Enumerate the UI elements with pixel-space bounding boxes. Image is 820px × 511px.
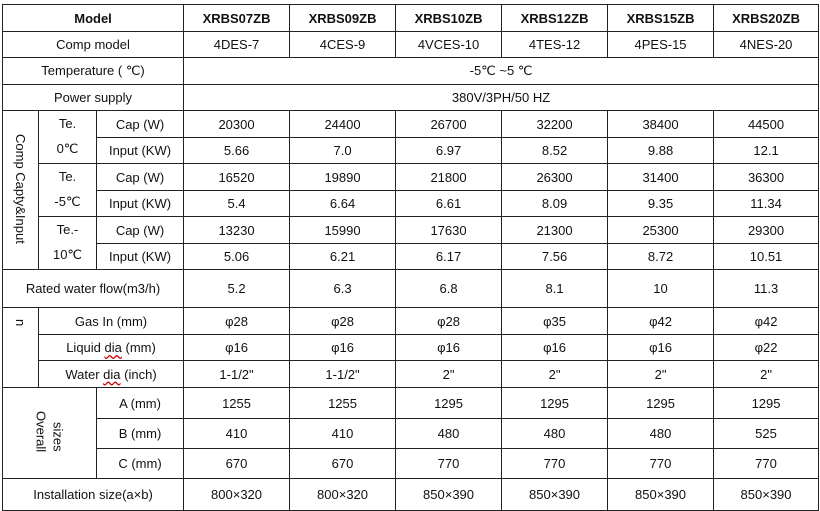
input-value: 8.72 [608,244,714,270]
cap-value: 24400 [290,111,396,138]
input-value: 5.06 [184,244,290,270]
size-a-label: A (mm) [97,388,184,419]
input-row [3,191,819,217]
input-value: 7.56 [502,244,608,270]
cap-value: 17630 [396,217,502,244]
size-b-value: 410 [290,419,396,449]
input-value: 5.4 [184,191,290,217]
model-name: XRBS20ZB [714,5,819,32]
size-a-row [3,388,819,419]
water-dia-row [3,361,819,388]
water-flow-value: 11.3 [714,270,819,308]
gas-value: φ28 [396,308,502,335]
water-dia-value: 1-1/2" [184,361,290,388]
comp-model-value: 4DES-7 [184,32,290,58]
cap-value: 44500 [714,111,819,138]
input-value: 7.0 [290,138,396,164]
liquid-value: φ16 [396,335,502,361]
liquid-value: φ16 [502,335,608,361]
water-flow-value: 10 [608,270,714,308]
installation-value: 850×390 [502,479,608,511]
model-name: XRBS12ZB [502,5,608,32]
water-flow-value: 5.2 [184,270,290,308]
liquid-value: φ16 [290,335,396,361]
gas-value: φ35 [502,308,608,335]
te-condition: Te. 0℃ [39,111,97,164]
cap-label: Cap (W) [97,164,184,191]
pipe-group-label: n [3,308,39,388]
water-flow-value: 8.1 [502,270,608,308]
cap-value: 36300 [714,164,819,191]
size-a-value: 1295 [396,388,502,419]
size-a-value: 1295 [714,388,819,419]
input-row [3,138,819,164]
cap-label: Cap (W) [97,217,184,244]
input-value: 6.97 [396,138,502,164]
cap-value: 32200 [502,111,608,138]
liquid-label: Liquid dia (mm) [39,335,184,361]
water-dia-label: Water dia (inch) [39,361,184,388]
input-value: 6.17 [396,244,502,270]
overall-sizes-label: Overall sizes [3,388,97,479]
comp-model-value: 4TES-12 [502,32,608,58]
cap-value: 15990 [290,217,396,244]
input-value: 12.1 [714,138,819,164]
size-c-row [3,449,819,479]
size-c-value: 670 [184,449,290,479]
te-condition: Te. -5℃ [39,164,97,217]
size-a-value: 1295 [608,388,714,419]
input-value: 11.34 [714,191,819,217]
comp-model-value: 4CES-9 [290,32,396,58]
water-dia-value: 2" [714,361,819,388]
power-supply-label: Power supply [3,85,184,111]
water-dia-value: 2" [396,361,502,388]
size-a-value: 1255 [184,388,290,419]
input-label: Input (KW) [97,244,184,270]
size-b-value: 410 [184,419,290,449]
installation-value: 800×320 [290,479,396,511]
size-c-value: 770 [714,449,819,479]
size-b-row [3,419,819,449]
water-flow-label: Rated water flow(m3/h) [3,270,184,308]
size-c-value: 670 [290,449,396,479]
power-supply-value: 380V/3PH/50 HZ [184,85,819,111]
cap-value: 21300 [502,217,608,244]
cap-value: 19890 [290,164,396,191]
installation-value: 800×320 [184,479,290,511]
water-dia-value: 2" [502,361,608,388]
gas-row [3,308,819,335]
input-label: Input (KW) [97,138,184,164]
model-name: XRBS07ZB [184,5,290,32]
liquid-value: φ16 [184,335,290,361]
size-c-value: 770 [608,449,714,479]
water-flow-row [3,270,819,308]
cap-value: 31400 [608,164,714,191]
size-b-value: 480 [502,419,608,449]
installation-label: Installation size(a×b) [3,479,184,511]
gas-value: φ42 [714,308,819,335]
cap-value: 26300 [502,164,608,191]
cap-row [3,111,819,138]
input-value: 9.35 [608,191,714,217]
input-value: 6.21 [290,244,396,270]
comp-model-value: 4VCES-10 [396,32,502,58]
water-dia-value: 1-1/2" [290,361,396,388]
gas-value: φ28 [290,308,396,335]
cap-value: 16520 [184,164,290,191]
temperature-row [3,58,819,85]
cap-label: Cap (W) [97,111,184,138]
comp-capacity-group-label: Comp Capty&Input [3,111,39,270]
input-value: 5.66 [184,138,290,164]
comp-model-value: 4PES-15 [608,32,714,58]
installation-value: 850×390 [714,479,819,511]
cap-value: 13230 [184,217,290,244]
input-value: 9.88 [608,138,714,164]
installation-value: 850×390 [396,479,502,511]
cap-value: 29300 [714,217,819,244]
size-b-value: 480 [608,419,714,449]
model-name: XRBS09ZB [290,5,396,32]
size-c-value: 770 [502,449,608,479]
input-value: 10.51 [714,244,819,270]
size-a-value: 1295 [502,388,608,419]
size-c-value: 770 [396,449,502,479]
model-name: XRBS10ZB [396,5,502,32]
liquid-value: φ22 [714,335,819,361]
gas-label: Gas In (mm) [39,308,184,335]
cap-row [3,217,819,244]
cap-value: 20300 [184,111,290,138]
water-flow-value: 6.8 [396,270,502,308]
spec-table [2,4,819,511]
gas-value: φ42 [608,308,714,335]
comp-model-row [3,32,819,58]
input-value: 8.52 [502,138,608,164]
size-a-value: 1255 [290,388,396,419]
liquid-value: φ16 [608,335,714,361]
size-b-value: 525 [714,419,819,449]
input-label: Input (KW) [97,191,184,217]
model-label: Model [3,5,184,32]
size-b-label: B (mm) [97,419,184,449]
input-value: 8.09 [502,191,608,217]
te-condition: Te.- 10℃ [39,217,97,270]
power-supply-row [3,85,819,111]
water-dia-value: 2" [608,361,714,388]
comp-model-label: Comp model [3,32,184,58]
model-name: XRBS15ZB [608,5,714,32]
liquid-row [3,335,819,361]
size-c-label: C (mm) [97,449,184,479]
installation-value: 850×390 [608,479,714,511]
temperature-value: -5℃ ~5 ℃ [184,58,819,85]
comp-model-value: 4NES-20 [714,32,819,58]
temperature-label: Temperature ( ℃) [3,58,184,85]
cap-value: 38400 [608,111,714,138]
size-b-value: 480 [396,419,502,449]
cap-value: 26700 [396,111,502,138]
cap-value: 25300 [608,217,714,244]
input-value: 6.64 [290,191,396,217]
cap-row [3,164,819,191]
cap-value: 21800 [396,164,502,191]
gas-value: φ28 [184,308,290,335]
input-value: 6.61 [396,191,502,217]
input-row [3,244,819,270]
model-row [3,5,819,32]
water-flow-value: 6.3 [290,270,396,308]
